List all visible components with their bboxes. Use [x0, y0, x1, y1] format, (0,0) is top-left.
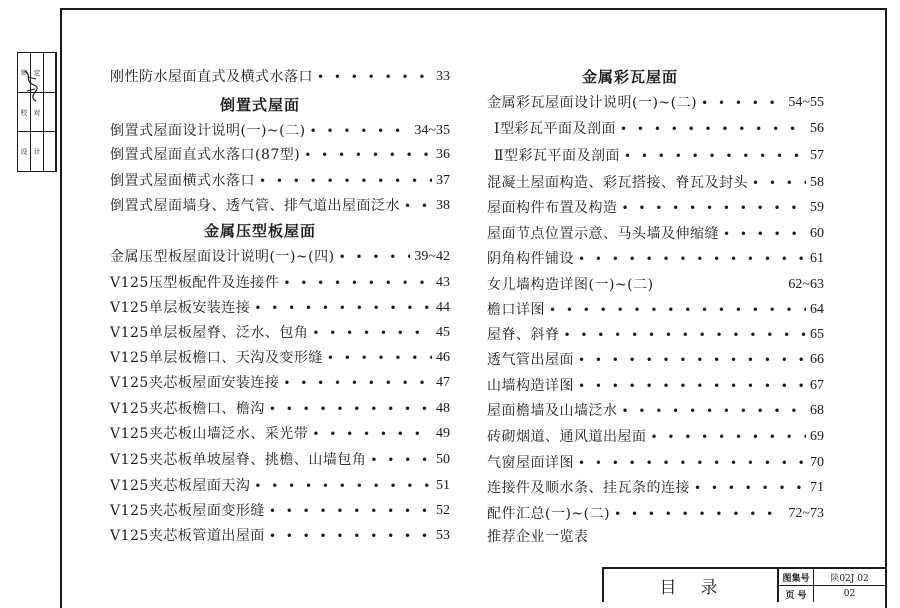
toc-entry[interactable]: [487, 503, 824, 525]
toc-entry-page: 60: [810, 226, 824, 241]
atlas-label: 图集号: [779, 569, 814, 585]
toc-entry[interactable]: [494, 145, 824, 167]
toc-entry-title: 屋面构件布置及构造: [487, 200, 618, 216]
toc-entry[interactable]: [110, 525, 450, 547]
toc-entry-page: 69: [810, 429, 824, 444]
leader-dots: [622, 400, 807, 422]
leader-dots: [259, 170, 432, 192]
stamp-cell: 设: [20, 148, 28, 156]
toc-entry-page: 54~55: [788, 95, 824, 110]
leader-dots: [564, 324, 807, 346]
leader-dots: [269, 500, 432, 522]
toc-entry-title: V125夹芯板山墙泛水、采光带: [110, 426, 309, 442]
page-row: [779, 586, 885, 602]
toc-entry-title: 金属压型板屋面设计说明(一)~(四): [110, 249, 335, 265]
toc-entry-page: 51: [436, 478, 450, 493]
toc-entry[interactable]: [487, 248, 824, 270]
toc-entry[interactable]: [110, 195, 450, 217]
leader-dots: [624, 145, 806, 167]
leader-dots: [370, 449, 432, 471]
toc-entry[interactable]: [110, 322, 450, 344]
toc-entry-title: 檐口详图: [487, 302, 545, 318]
toc-entry[interactable]: [487, 349, 824, 371]
toc-entry-page: 46: [436, 350, 450, 365]
stamp-cell: 审: [18, 53, 30, 93]
toc-entry-page: 34~35: [414, 123, 450, 138]
toc-entry-title: V125单层板屋脊、泛水、包角: [110, 325, 309, 341]
leader-dots: [269, 398, 432, 420]
toc-entry-title: 阴角构件铺设: [487, 251, 574, 267]
toc-entry[interactable]: [487, 375, 824, 397]
atlas-value: 陕02J 02: [830, 573, 869, 584]
toc-entry[interactable]: [487, 223, 824, 245]
leader-dots: [549, 299, 806, 321]
toc-entry[interactable]: [110, 272, 450, 294]
toc-entry-title: 屋面檐墙及山墙泛水: [487, 403, 618, 419]
toc-entry-title: V125夹芯板檐口、檐沟: [110, 401, 265, 417]
leader-dots: [578, 248, 806, 270]
toc-entry-page: 57: [810, 148, 824, 163]
leader-dots: [723, 223, 806, 245]
toc-entry[interactable]: [487, 324, 824, 346]
title-block-meta: [779, 569, 885, 602]
toc-entry-title: V125夹芯板管道出屋面: [110, 528, 265, 544]
leader-dots: [254, 475, 432, 497]
stamp-cell: 校: [18, 93, 30, 133]
toc-entry-title: 屋面节点位置示意、马头墙及伸缩缝: [487, 226, 719, 242]
toc-entry-page: 52: [436, 503, 450, 518]
section-heading-metal-profiled: 金属压型板屋面: [203, 222, 316, 240]
toc-entry-page: 38: [436, 198, 450, 213]
toc-entry[interactable]: [110, 398, 450, 420]
toc-entry-title: V125单层板檐口、天沟及变形缝: [110, 350, 323, 366]
toc-entry-page: 50: [436, 452, 450, 467]
toc-entry-title: Ⅰ型彩瓦平面及剖面: [494, 121, 617, 137]
drawing-title: 目录: [604, 569, 779, 602]
toc-entry-page: 71: [810, 480, 824, 495]
leader-dots: [304, 144, 432, 166]
toc-entry-title: 刚性防水屋面直式及横式水落口: [110, 69, 313, 85]
toc-entry[interactable]: [110, 66, 450, 88]
title-block: [602, 567, 887, 602]
toc-entry[interactable]: [110, 297, 450, 319]
signature-icon: [22, 67, 40, 107]
stamp-cell: [44, 93, 55, 133]
toc-entry-page: 48: [436, 401, 450, 416]
toc-entry-page: 47: [436, 375, 450, 390]
toc-entry[interactable]: [110, 372, 450, 394]
toc-entry-page: 72~73: [788, 506, 824, 521]
toc-entry-page: 66: [810, 352, 824, 367]
stamp-cell: 对: [31, 93, 43, 133]
toc-entry-title: V125压型板配件及连接件: [110, 275, 280, 291]
leader-dots: [283, 372, 432, 394]
toc-entry-title: V125夹芯板屋面安装连接: [110, 375, 280, 391]
page-value: 02: [843, 589, 856, 599]
toc-entry-title: 混凝土屋面构造、彩瓦搭接、脊瓦及封头: [487, 175, 748, 191]
toc-entry-page: 43: [436, 275, 450, 290]
toc-entry-page: 37: [436, 173, 450, 188]
toc-entry[interactable]: [487, 299, 824, 321]
toc-entry-title: V125夹芯板屋面变形缝: [110, 503, 265, 519]
leader-dots: [620, 118, 806, 140]
toc-entry-page: 64: [810, 302, 824, 317]
stamp-cell: [44, 53, 55, 93]
toc-entry-title: 连接件及顺水条、挂瓦条的连接: [487, 480, 690, 496]
toc-entry-title: 屋脊、斜脊: [487, 327, 560, 343]
leader-dots: [578, 375, 806, 397]
toc-entry[interactable]: [110, 120, 450, 142]
toc-entry-title: V125夹芯板屋面天沟: [110, 478, 251, 494]
leader-dots: [701, 92, 784, 114]
toc-entry[interactable]: [110, 500, 450, 522]
leader-dots: [312, 322, 432, 344]
leader-dots: [283, 272, 432, 294]
toc-entry[interactable]: [110, 347, 450, 369]
toc-entry-title: Ⅱ型彩瓦平面及剖面: [494, 148, 621, 164]
toc-entry[interactable]: [487, 172, 824, 194]
toc-entry[interactable]: [487, 477, 824, 499]
toc-entry-page: 33: [436, 69, 450, 84]
toc-entry-page: 68: [810, 403, 824, 418]
toc-entry[interactable]: [110, 170, 450, 192]
toc-entry[interactable]: [110, 144, 450, 166]
toc-entry-title: 推荐企业一览表: [487, 529, 589, 545]
toc-entry[interactable]: [110, 449, 450, 471]
toc-entry[interactable]: [110, 423, 450, 445]
leader-dots: [752, 172, 806, 194]
toc-entry-page: 56: [810, 121, 824, 136]
leader-dots: [578, 452, 806, 474]
approval-stamp: [17, 52, 57, 172]
toc-entry-title: 金属彩瓦屋面设计说明(一)~(二): [487, 95, 698, 111]
toc-entry-title: 倒置式屋面直式水落口(87型): [110, 147, 301, 163]
leader-dots: [254, 297, 432, 319]
toc-entry[interactable]: [487, 452, 824, 474]
toc-entry[interactable]: [487, 92, 824, 114]
toc-entry-page: 59: [810, 200, 824, 215]
toc-entry[interactable]: [110, 246, 450, 268]
atlas-row: [779, 569, 885, 586]
stamp-cell: [44, 132, 55, 171]
toc-entry-page: 62~63: [788, 277, 824, 292]
toc-entry-title: 倒置式屋面横式水落口: [110, 173, 255, 189]
leader-dots: [651, 426, 807, 448]
page-label: 页 号: [779, 586, 814, 602]
leader-dots: [312, 423, 432, 445]
toc-entry-page: 45: [436, 325, 450, 340]
toc-entry[interactable]: [487, 197, 824, 219]
toc-entry[interactable]: [487, 274, 824, 296]
toc-entry-title: 气窗屋面详图: [487, 455, 574, 471]
toc-entry[interactable]: [494, 118, 824, 140]
leader-dots: [310, 120, 411, 142]
toc-entry-page: 70: [810, 455, 824, 470]
toc-entry[interactable]: [487, 526, 824, 548]
toc-entry-page: 65: [810, 327, 824, 342]
toc-entry-title: 砖砌烟道、通风道出屋面: [487, 429, 647, 445]
leader-dots: [578, 349, 806, 371]
leader-dots: [614, 503, 784, 525]
toc-entry[interactable]: [487, 426, 824, 448]
toc-entry-page: 58: [810, 175, 824, 190]
stamp-cell: 计: [33, 148, 41, 156]
toc-entry[interactable]: [487, 400, 824, 422]
toc-entry-page: 61: [810, 251, 824, 266]
leader-dots: [269, 525, 432, 547]
stamp-column-3: [44, 53, 56, 171]
toc-entry-title: 女儿墙构造详图(一)~(二): [487, 277, 654, 293]
toc-entry-page: 67: [810, 378, 824, 393]
toc-entry-title: 倒置式屋面设计说明(一)~(二): [110, 123, 306, 139]
leader-dots: [327, 347, 432, 369]
toc-entry-title: 透气管出屋面: [487, 352, 574, 368]
leader-dots: [404, 195, 432, 217]
toc-entry-page: 44: [436, 300, 450, 315]
toc-entry-page: 39~42: [414, 249, 450, 264]
toc-entry-title: V125夹芯板单坡屋脊、挑檐、山墙包角: [110, 452, 367, 468]
leader-dots: [317, 66, 432, 88]
section-heading-metal-tile: 金属彩瓦屋面: [581, 68, 678, 86]
stamp-cell: 定: [31, 53, 43, 93]
toc-entry-title: V125单层板安装连接: [110, 300, 251, 316]
toc-entry-title: 倒置式屋面墙身、透气管、排气道出屋面泛水: [110, 198, 400, 214]
toc-entry-title: 山墙构造详图: [487, 378, 574, 394]
section-heading-inverted: 倒置式屋面: [219, 96, 300, 114]
leader-dots: [622, 197, 807, 219]
leader-dots: [339, 246, 411, 268]
toc-entry-page: 36: [436, 147, 450, 162]
toc-entry-page: 49: [436, 426, 450, 441]
toc-entry-title: 配件汇总(一)~(二): [487, 506, 611, 522]
toc-entry-page: 53: [436, 528, 450, 543]
leader-dots: [694, 477, 806, 499]
toc-entry[interactable]: [110, 475, 450, 497]
